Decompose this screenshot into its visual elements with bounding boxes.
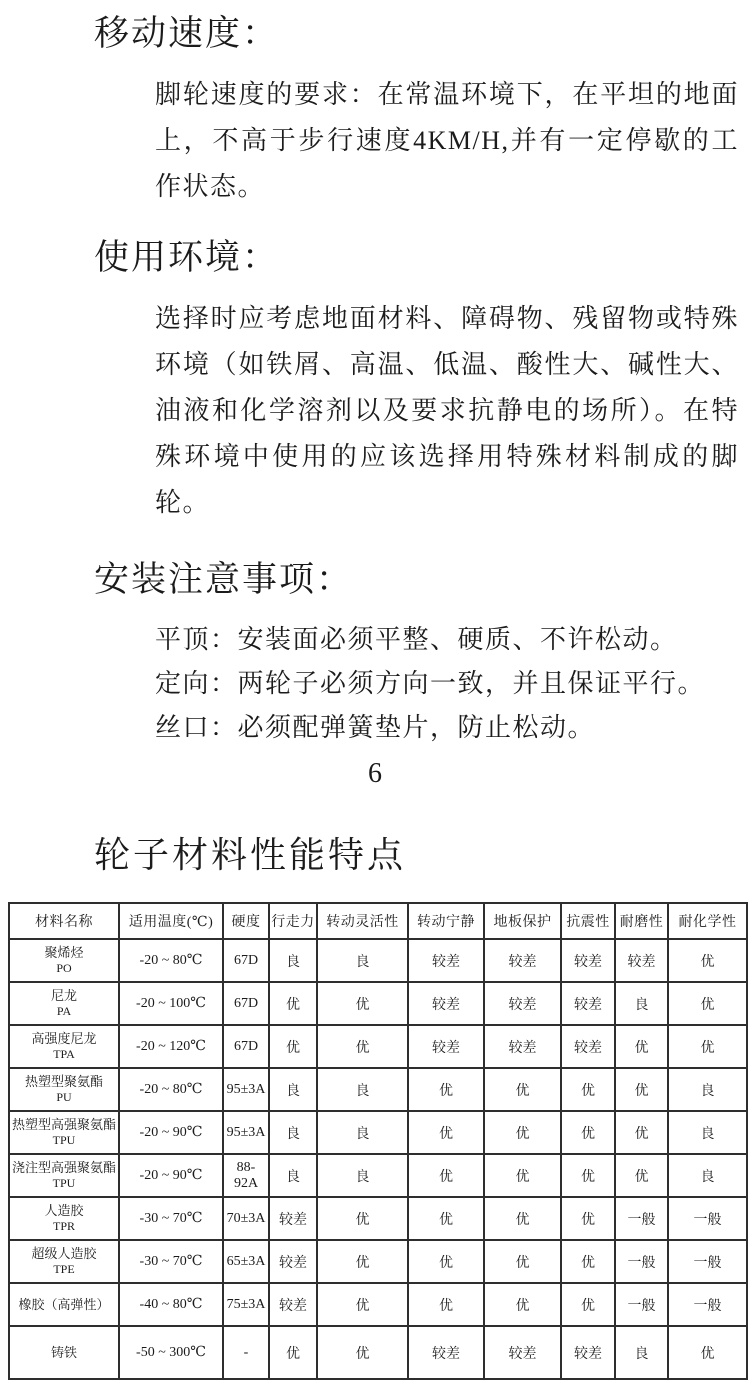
rating-cell: 优 (484, 1283, 561, 1326)
hardness-cell: - (223, 1326, 269, 1379)
temperature-cell: -20 ~ 100℃ (119, 982, 223, 1025)
material-name: 人造胶 (44, 1203, 84, 1218)
hardness-cell: 95±3A (223, 1068, 269, 1111)
section-installation-notes (0, 558, 751, 750)
rating-cell: 优 (484, 1154, 561, 1197)
rating-cell: 较差 (408, 1326, 484, 1379)
hardness-cell: 70±3A (223, 1197, 269, 1240)
column-header: 耐磨性 (615, 903, 668, 939)
rating-cell: 较差 (408, 982, 484, 1025)
column-header: 适用温度(℃) (119, 903, 223, 939)
hardness-cell: 95±3A (223, 1111, 269, 1154)
temperature-cell: -50 ~ 300℃ (119, 1326, 223, 1379)
rating-cell: 优 (408, 1068, 484, 1111)
rating-cell: 优 (317, 1326, 408, 1379)
material-code: TPR (52, 1219, 75, 1233)
rating-cell: 优 (561, 1111, 615, 1154)
rating-cell: 良 (269, 939, 317, 982)
rating-cell: 较差 (408, 939, 484, 982)
rating-cell: 良 (317, 939, 408, 982)
rating-cell: 较差 (484, 1326, 561, 1379)
rating-cell: 优 (615, 1154, 668, 1197)
hardness-cell: 65±3A (223, 1240, 269, 1283)
rating-cell: 优 (317, 1197, 408, 1240)
material-name: 尼龙 (50, 988, 77, 1003)
rating-cell: 良 (317, 1154, 408, 1197)
rating-cell: 优 (615, 1068, 668, 1111)
column-header: 抗震性 (561, 903, 615, 939)
material-name-cell (9, 1283, 119, 1326)
install-note-threaded: 丝口：必须配弹簧垫片，防止松动。 (155, 713, 596, 742)
material-name-cell (9, 1154, 119, 1197)
rating-cell: 较差 (484, 939, 561, 982)
rating-cell: 优 (484, 1111, 561, 1154)
hardness-cell: 67D (223, 982, 269, 1025)
column-header: 转动灵活性 (317, 903, 408, 939)
rating-cell: 优 (668, 982, 747, 1025)
hardness-cell: 67D (223, 1025, 269, 1068)
temperature-cell: -20 ~ 90℃ (119, 1154, 223, 1197)
rating-cell: 优 (317, 982, 408, 1025)
temperature-cell: -40 ~ 80℃ (119, 1283, 223, 1326)
material-name-cell (9, 1025, 119, 1068)
rating-cell: 优 (408, 1240, 484, 1283)
material-code: PU (56, 1090, 72, 1104)
rating-cell: 优 (408, 1197, 484, 1240)
table-row (9, 982, 747, 1025)
rating-cell: 较差 (561, 982, 615, 1025)
rating-cell: 优 (561, 1240, 615, 1283)
install-note-directional: 定向：两轮子必须方向一致，并且保证平行。 (155, 669, 706, 698)
column-header: 地板保护 (484, 903, 561, 939)
material-code: TPU (52, 1176, 76, 1190)
material-name: 热塑型高强聚氨酯 (11, 1117, 116, 1132)
table-row (9, 1111, 747, 1154)
rating-cell: 良 (668, 1154, 747, 1197)
rating-cell: 优 (484, 1197, 561, 1240)
paragraph-usage-environment: 选择时应考虑地面材料、障碍物、残留物或特殊环境（如铁屑、高温、低温、酸性大、碱性大、油液和化学溶剂以及要求抗静电的场所）。在特殊环境中使用的应该选择用特殊材料制成的脚轮。 (155, 304, 739, 517)
rating-cell: 优 (615, 1111, 668, 1154)
rating-cell: 良 (269, 1111, 317, 1154)
rating-cell: 良 (269, 1068, 317, 1111)
rating-cell: 优 (317, 1240, 408, 1283)
rating-cell: 较差 (561, 1025, 615, 1068)
rating-cell: 一般 (615, 1283, 668, 1326)
material-name-cell (9, 982, 119, 1025)
rating-cell: 优 (561, 1283, 615, 1326)
temperature-cell: -20 ~ 80℃ (119, 939, 223, 982)
table-row (9, 1240, 747, 1283)
rating-cell: 较差 (269, 1240, 317, 1283)
hardness-cell: 75±3A (223, 1283, 269, 1326)
rating-cell: 较差 (561, 939, 615, 982)
rating-cell: 优 (408, 1154, 484, 1197)
rating-cell: 优 (269, 1025, 317, 1068)
rating-cell: 良 (269, 1154, 317, 1197)
rating-cell: 优 (615, 1025, 668, 1068)
rating-cell: 良 (317, 1111, 408, 1154)
rating-cell: 优 (269, 1326, 317, 1379)
rating-cell: 较差 (269, 1283, 317, 1326)
rating-cell: 优 (317, 1025, 408, 1068)
table-row (9, 1154, 747, 1197)
rating-cell: 一般 (668, 1240, 747, 1283)
materials-table-head (9, 903, 747, 939)
table-row (9, 1025, 747, 1068)
section-usage-environment (0, 236, 751, 526)
rating-cell: 优 (561, 1154, 615, 1197)
material-name: 橡胶（高弹性） (18, 1296, 110, 1312)
column-header: 转动宁静 (408, 903, 484, 939)
table-row (9, 1326, 747, 1379)
material-code: TPE (53, 1262, 75, 1276)
section-heading-moving-speed: 移动速度： (94, 14, 280, 53)
rating-cell: 一般 (668, 1197, 747, 1240)
rating-cell: 良 (615, 1326, 668, 1379)
rating-cell: 一般 (615, 1240, 668, 1283)
rating-cell: 较差 (269, 1197, 317, 1240)
table-title: 轮子材料性能特点 (94, 835, 407, 875)
column-header: 行走力 (269, 903, 317, 939)
table-row (9, 1197, 747, 1240)
rating-cell: 较差 (408, 1025, 484, 1068)
rating-cell: 较差 (484, 982, 561, 1025)
column-header: 耐化学性 (668, 903, 747, 939)
material-name: 高强度尼龙 (31, 1031, 97, 1046)
rating-cell: 优 (668, 1326, 747, 1379)
rating-cell: 优 (484, 1068, 561, 1111)
section-moving-speed (0, 12, 751, 210)
rating-cell: 良 (317, 1068, 408, 1111)
rating-cell: 优 (269, 982, 317, 1025)
temperature-cell: -20 ~ 80℃ (119, 1068, 223, 1111)
column-header: 硬度 (223, 903, 269, 939)
section-heading-installation-notes: 安装注意事项： (94, 560, 354, 599)
material-name: 超级人造胶 (31, 1246, 97, 1261)
material-code: PO (56, 961, 72, 975)
rating-cell: 优 (668, 939, 747, 982)
section-heading-usage-environment: 使用环境： (94, 238, 280, 277)
material-name: 铸铁 (50, 1344, 77, 1360)
rating-cell: 优 (317, 1283, 408, 1326)
rating-cell: 优 (561, 1197, 615, 1240)
paragraph-moving-speed: 脚轮速度的要求：在常温环境下，在平坦的地面上，不高于步行速度4KM/H,并有一定停歇的工作状态。 (155, 80, 739, 201)
temperature-cell: -30 ~ 70℃ (119, 1240, 223, 1283)
rating-cell: 优 (408, 1283, 484, 1326)
table-row (9, 939, 747, 982)
materials-table (8, 902, 748, 1380)
install-note-flat-top: 平顶：安装面必须平整、硬质、不许松动。 (155, 625, 678, 654)
table-row (9, 1283, 747, 1326)
material-code: TPU (52, 1133, 76, 1147)
material-name-cell (9, 1068, 119, 1111)
material-code: TPA (53, 1047, 75, 1061)
material-name-cell (9, 1326, 119, 1379)
rating-cell: 较差 (561, 1326, 615, 1379)
temperature-cell: -30 ~ 70℃ (119, 1197, 223, 1240)
materials-table-body (9, 939, 747, 1379)
rating-cell: 优 (668, 1025, 747, 1068)
rating-cell: 一般 (615, 1197, 668, 1240)
rating-cell: 较差 (484, 1025, 561, 1068)
rating-cell: 一般 (668, 1283, 747, 1326)
table-row (9, 1068, 747, 1111)
rating-cell: 良 (668, 1068, 747, 1111)
material-name-cell (9, 1240, 119, 1283)
temperature-cell: -20 ~ 90℃ (119, 1111, 223, 1154)
rating-cell: 优 (484, 1240, 561, 1283)
rating-cell: 优 (408, 1111, 484, 1154)
material-code: PA (56, 1004, 72, 1018)
material-name: 浇注型高强聚氨酯 (11, 1160, 116, 1175)
hardness-cell: 88-92A (223, 1154, 269, 1197)
material-name-cell (9, 1111, 119, 1154)
temperature-cell: -20 ~ 120℃ (119, 1025, 223, 1068)
page-number: 6 (368, 758, 383, 789)
column-header: 材料名称 (9, 903, 119, 939)
material-name: 聚烯烃 (44, 945, 84, 960)
rating-cell: 良 (615, 982, 668, 1025)
material-name: 热塑型聚氨酯 (24, 1074, 103, 1089)
rating-cell: 优 (561, 1068, 615, 1111)
rating-cell: 良 (668, 1111, 747, 1154)
material-name-cell (9, 939, 119, 982)
header-row (9, 903, 747, 939)
rating-cell: 较差 (615, 939, 668, 982)
hardness-cell: 67D (223, 939, 269, 982)
material-name-cell (9, 1197, 119, 1240)
